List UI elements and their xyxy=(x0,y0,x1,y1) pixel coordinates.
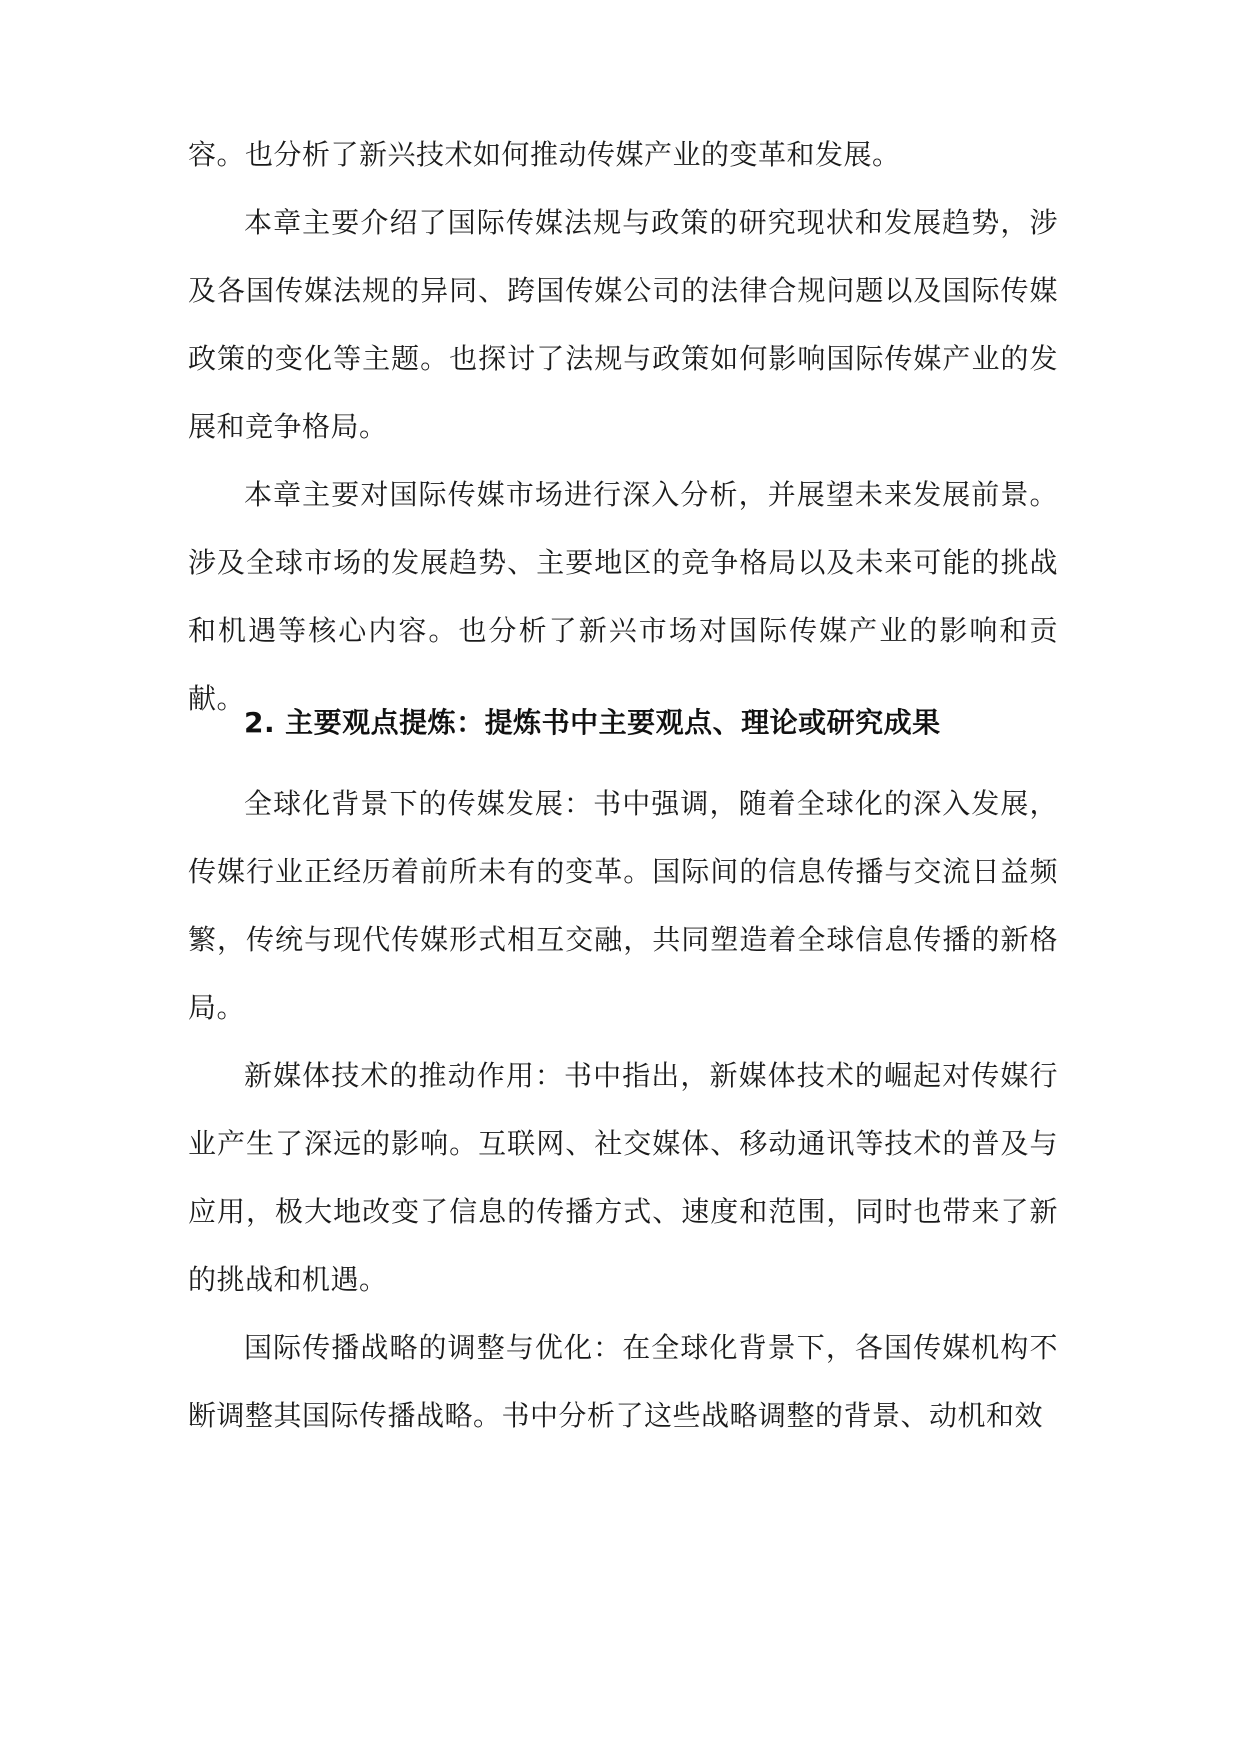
paragraph-globalization: 全球化背景下的传媒发展：书中强调，随着全球化的深入发展，传媒行业正经历着前所未有的变革。国际间的信息传播与交流日益频繁，传统与现代传媒形式相互交融，共同塑造着全球信息传播的新格局。 xyxy=(188,787,1058,1024)
paragraph-media-law-policy: 本章主要介绍了国际传媒法规与政策的研究现状和发展趋势，涉及各国传媒法规的异同、跨国传媒公司的法律合规问题以及国际传媒政策的变化等主题。也探讨了法规与政策如何影响国际传媒产业的发展和竞争格局。 xyxy=(188,206,1058,443)
paragraph-media-market: 本章主要对国际传媒市场进行深入分析，并展望未来发展前景。涉及全球市场的发展趋势、主要地区的竞争格局以及未来可能的挑战和机遇等核心内容。也分析了新兴市场对国际传媒产业的影响和贡献。 xyxy=(188,478,1058,715)
section-heading xyxy=(244,703,1064,743)
section-heading-title: 主要观点提炼：提炼书中主要观点、理论或研究成果 xyxy=(285,706,941,739)
paragraph-communication-strategy: 国际传播战略的调整与优化：在全球化背景下，各国传媒机构不断调整其国际传播战略。书中分析了这些战略调整的背景、动机和效 xyxy=(188,1331,1058,1432)
paragraph-new-media-tech: 新媒体技术的推动作用：书中指出，新媒体技术的崛起对传媒行业产生了深远的影响。互联网、社交媒体、移动通讯等技术的普及与应用，极大地改变了信息的传播方式、速度和范围，同时也带来了新的挑战和机遇。 xyxy=(188,1059,1058,1296)
section-heading-number: 2. xyxy=(244,706,276,739)
paragraph-continuation: 容。也分析了新兴技术如何推动传媒产业的变革和发展。 xyxy=(188,138,901,171)
